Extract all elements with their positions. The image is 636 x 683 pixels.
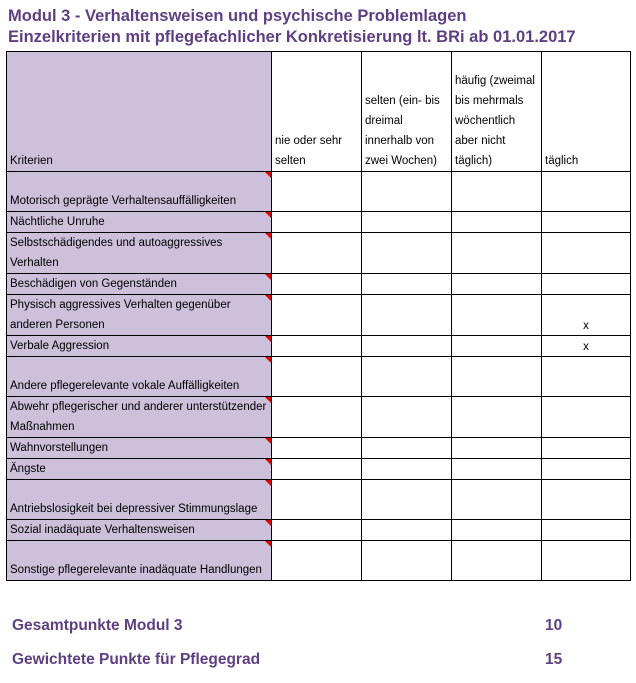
rating-cell-c3[interactable] [452, 336, 542, 357]
rating-cell-c3[interactable] [452, 397, 542, 438]
rating-cell-c3[interactable] [452, 357, 542, 397]
table-row [7, 274, 631, 295]
rating-cell-c1[interactable] [272, 480, 362, 520]
rating-cell-c4[interactable] [542, 274, 631, 295]
rating-cell-c1[interactable] [272, 397, 362, 438]
table-row [7, 233, 631, 274]
rating-cell-c2[interactable] [362, 172, 452, 212]
gesamtpunkte-value: 10 [545, 617, 563, 634]
criterion-label: Abwehr pflegerischer und anderer unterstützender Maßnahmen [7, 397, 272, 438]
rating-cell-c2[interactable] [362, 541, 452, 581]
header-kriterien: Kriterien [7, 52, 272, 172]
criterion-label: Sonstige pflegerelevante inadäquate Handlungen [7, 541, 272, 581]
rating-cell-c2[interactable] [362, 233, 452, 274]
rating-cell-c2[interactable] [362, 357, 452, 397]
rating-cell-c3[interactable] [452, 212, 542, 233]
rating-cell-c1[interactable] [272, 336, 362, 357]
rating-cell-c1[interactable] [272, 295, 362, 336]
rating-cell-c2[interactable] [362, 274, 452, 295]
header-nie: nie oder sehr selten [272, 52, 362, 172]
rating-cell-c4[interactable] [542, 438, 631, 459]
header-selten: selten (ein- bis dreimal innerhalb von zwei Wochen) [362, 52, 452, 172]
rating-cell-c1[interactable] [272, 274, 362, 295]
rating-cell-c4[interactable]: x [542, 295, 631, 336]
rating-cell-c4[interactable] [542, 233, 631, 274]
criterion-label: Andere pflegerelevante vokale Auffälligkeiten [7, 357, 272, 397]
criteria-table [6, 51, 631, 581]
rating-cell-c3[interactable] [452, 274, 542, 295]
gewichtete-punkte-label: Gewichtete Punkte für Pflegegrad [12, 651, 261, 668]
table-row [7, 295, 631, 336]
table-row [7, 541, 631, 581]
table-row [7, 212, 631, 233]
criterion-label: Beschädigen von Gegenständen [7, 274, 272, 295]
header-row [7, 52, 631, 172]
rating-cell-c3[interactable] [452, 233, 542, 274]
table-row [7, 520, 631, 541]
rating-cell-c4[interactable] [542, 397, 631, 438]
criterion-label: Nächtliche Unruhe [7, 212, 272, 233]
rating-cell-c2[interactable] [362, 480, 452, 520]
rating-cell-c2[interactable] [362, 295, 452, 336]
rating-cell-c4[interactable] [542, 172, 631, 212]
criterion-label: Sozial inadäquate Verhaltensweisen [7, 520, 272, 541]
table-row [7, 480, 631, 520]
rating-cell-c3[interactable] [452, 520, 542, 541]
criterion-label: Wahnvorstellungen [7, 438, 272, 459]
rating-cell-c1[interactable] [272, 520, 362, 541]
header-haeufig: häufig (zweimal bis mehrmals wöchentlich aber nicht täglich) [452, 52, 542, 172]
rating-cell-c3[interactable] [452, 438, 542, 459]
table-row [7, 438, 631, 459]
rating-cell-c3[interactable] [452, 541, 542, 581]
rating-cell-c2[interactable] [362, 438, 452, 459]
header-taeglich: täglich [542, 52, 631, 172]
criterion-label: Verbale Aggression [7, 336, 272, 357]
table-row [7, 172, 631, 212]
table-row [7, 336, 631, 357]
criterion-label: Motorisch geprägte Verhaltensauffälligkeiten [7, 172, 272, 212]
rating-cell-c1[interactable] [272, 438, 362, 459]
rating-cell-c4[interactable] [542, 357, 631, 397]
rating-cell-c1[interactable] [272, 172, 362, 212]
rating-cell-c3[interactable] [452, 480, 542, 520]
criterion-label: Ängste [7, 459, 272, 480]
rating-cell-c3[interactable] [452, 459, 542, 480]
table-row [7, 459, 631, 480]
rating-cell-c4[interactable] [542, 520, 631, 541]
gesamtpunkte-label: Gesamtpunkte Modul 3 [12, 617, 183, 634]
title-line-1: Modul 3 - Verhaltensweisen und psychische Problemlagen [8, 7, 467, 25]
rating-cell-c1[interactable] [272, 541, 362, 581]
rating-cell-c1[interactable] [272, 212, 362, 233]
rating-cell-c1[interactable] [272, 357, 362, 397]
table-row [7, 357, 631, 397]
criterion-label: Physisch aggressives Verhalten gegenüber anderen Personen [7, 295, 272, 336]
rating-cell-c2[interactable] [362, 397, 452, 438]
rating-cell-c1[interactable] [272, 233, 362, 274]
gewichtete-punkte-value: 15 [545, 651, 563, 668]
rating-cell-c3[interactable] [452, 172, 542, 212]
rating-cell-c2[interactable] [362, 459, 452, 480]
rating-cell-c2[interactable] [362, 336, 452, 357]
rating-cell-c4[interactable] [542, 212, 631, 233]
rating-cell-c1[interactable] [272, 459, 362, 480]
rating-cell-c2[interactable] [362, 212, 452, 233]
criterion-label: Selbstschädigendes und autoaggressives Verhalten [7, 233, 272, 274]
rating-cell-c4[interactable] [542, 459, 631, 480]
rating-cell-c2[interactable] [362, 520, 452, 541]
table-row [7, 397, 631, 438]
criterion-label: Antriebslosigkeit bei depressiver Stimmungslage [7, 480, 272, 520]
rating-cell-c4[interactable] [542, 541, 631, 581]
title-line-2: Einzelkriterien mit pflegefachlicher Konkretisierung lt. BRi ab 01.01.2017 [8, 28, 576, 46]
rating-cell-c4[interactable] [542, 480, 631, 520]
rating-cell-c3[interactable] [452, 295, 542, 336]
rating-cell-c4[interactable]: x [542, 336, 631, 357]
